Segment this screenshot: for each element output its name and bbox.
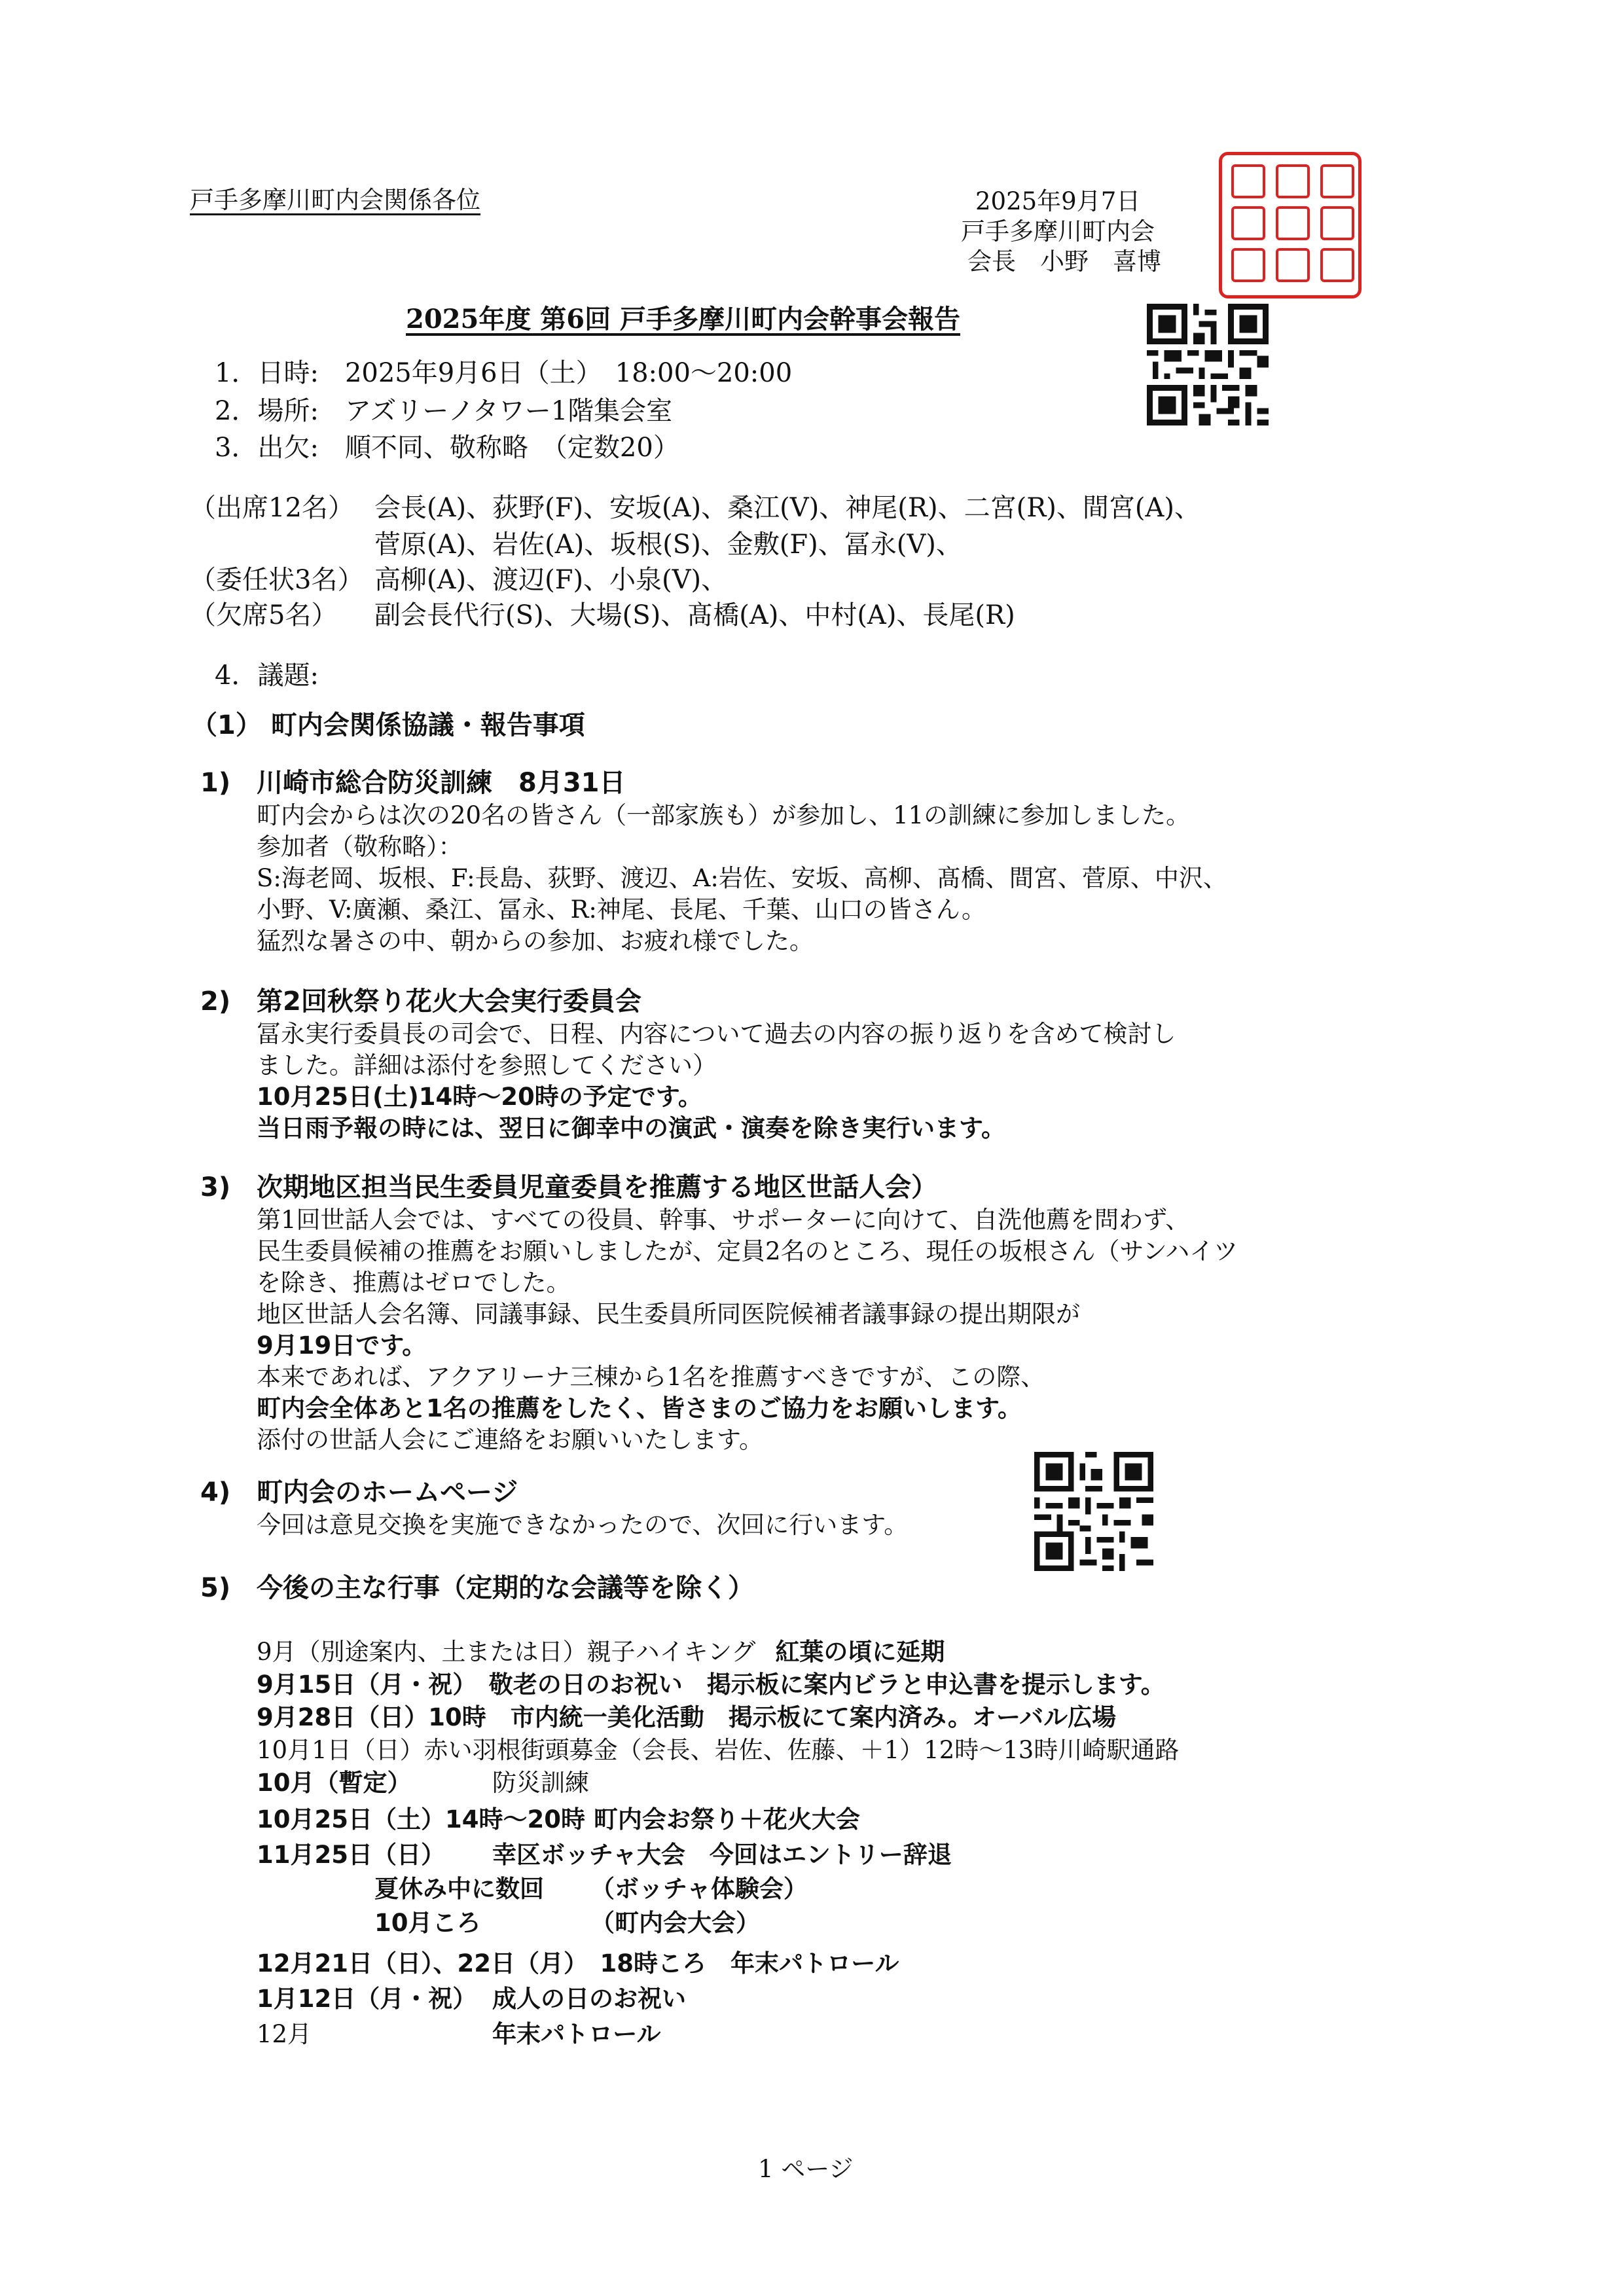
item-line: 9月19日です。 [257, 1331, 427, 1360]
item-body [257, 1204, 1238, 1456]
item-body [257, 1509, 908, 1541]
schedule-row: 12月 年末パトロール [257, 2020, 661, 2048]
item-line: 民生委員候補の推薦をお願いしましたが、定員2名のところ、現任の坂根さん（サンハイツ [257, 1237, 1238, 1265]
qr-code-icon [1034, 1452, 1153, 1571]
schedule-row: 9月15日（月・祝） 敬老の日のお祝い 掲示板に案内ビラと申込書を提示します。 [257, 1671, 1165, 1699]
agenda-label: 4．議題: [215, 660, 319, 691]
attendance-absent-list: 副会長代行(S)、大場(S)、髙橋(A)、中村(A)、長尾(R) [374, 600, 1015, 630]
attendance-present-list-2: 菅原(A)、岩佐(A)、坂根(S)、金敷(F)、冨永(V)、 [374, 530, 962, 560]
issue-date: 2025年9月7日 [975, 187, 1141, 215]
item-line: 猛烈な暑さの中、朝からの参加、お疲れ様でした。 [257, 927, 814, 955]
schedule-row: 11月25日（日） 幸区ボッチャ大会 今回はエントリー辞退 [257, 1841, 952, 1869]
meta-datetime: 1．日時: 2025年9月6日（土） 18:00～20:00 [215, 358, 793, 388]
item-title: 第2回秋祭り花火大会実行委員会 [257, 986, 641, 1017]
item-number: 4) [200, 1477, 231, 1508]
sender-org: 戸手多摩川町内会 [961, 217, 1155, 245]
attendance-present-list: 会長(A)、荻野(F)、安坂(A)、桑江(V)、神尾(R)、二宮(R)、間宮(A)、 [374, 493, 1201, 523]
item-line: 本来であれば、アクアリーナ三棟から1名を推薦すべきですが、この際、 [257, 1363, 1045, 1391]
schedule-row: 10月25日（土）14時～20時 町内会お祭り＋花火大会 [257, 1805, 860, 1834]
item-body [257, 1019, 1176, 1144]
item-line: 町内会からは次の20名の皆さん（一部家族も）が参加し、11の訓練に参加しました。 [257, 801, 1191, 829]
item-line: S:海老岡、坂根、F:長島、荻野、渡辺、A:岩佐、安坂、高柳、髙橋、間宮、菅原、中沢、 [257, 864, 1227, 892]
meta-attendance: 3．出欠: 順不同、敬称略 （定数20） [215, 433, 679, 463]
item-line: 今回は意見交換を実施できなかったので、次回に行います。 [257, 1511, 909, 1539]
item-line: 第1回世話人会では、すべての役員、幹事、サポーターに向けて、自洗他薦を問わず、 [257, 1206, 1190, 1234]
item-line: 参加者（敬称略）： [257, 833, 463, 861]
item-line: 添付の世話人会にご連絡をお願いいたします。 [257, 1426, 764, 1454]
addressee: 戸手多摩川町内会関係各位 [190, 186, 480, 214]
item-line: 10月25日(土)14時～20時の予定です。 [257, 1083, 702, 1111]
item-number: 1) [200, 768, 231, 798]
page-title: 2025年度 第6回 戸手多摩川町内会幹事会報告 [406, 304, 961, 334]
item-title: 今後の主な行事（定期的な会議等を除く） [257, 1573, 754, 1603]
item-title: 町内会のホームページ [257, 1477, 518, 1508]
item-line: 冨永実行委員長の司会で、日程、内容について過去の内容の振り返りを含めて検討し [257, 1020, 1176, 1048]
item-line: 当日雨予報の時には、翌日に御幸中の演武・演奏を除き実行います。 [257, 1114, 1006, 1142]
item-body [257, 800, 1227, 957]
qr-code-icon [1147, 304, 1269, 425]
attendance-proxy-label: （委任状3名） [190, 565, 364, 595]
item-line: ました。詳細は添付を参照してください） [257, 1051, 717, 1079]
item-number: 3) [200, 1172, 231, 1202]
attendance-absent-label: （欠席5名） [190, 600, 338, 630]
schedule-row: 12月21日（日）、22日（月） 18時ころ 年末パトロール [257, 1949, 899, 1978]
sender-name: 会長 小野 喜博 [967, 247, 1161, 276]
attendance-present-label: （出席12名） [190, 493, 354, 523]
item-line: を除き、推薦はゼロでした。 [257, 1269, 571, 1297]
item-title: 次期地区担当民生委員児童委員を推薦する地区世話人会） [257, 1172, 937, 1202]
item-number: 5) [200, 1573, 231, 1603]
item-title: 川崎市総合防災訓練 8月31日 [257, 768, 626, 798]
schedule-row: 1月12日（月・祝） 成人の日のお祝い [257, 1985, 686, 2013]
attendance-proxy-list: 高柳(A)、渡辺(F)、小泉(V)、 [374, 565, 728, 595]
schedule-row: 10月1日（日）赤い羽根街頭募金（会長、岩佐、佐藤、＋1）12時～13時川崎駅通路 [257, 1736, 1180, 1764]
schedule-row: 10月ころ （町内会大会） [374, 1909, 760, 1937]
schedule-row: 夏休み中に数回 （ボッチャ体験会） [374, 1875, 808, 1903]
item-line: 町内会全体あと1名の推薦をしたく、皆さまのご協力をお願いします。 [257, 1394, 1022, 1422]
page-number: 1 ページ [758, 2155, 854, 2183]
item-line: 小野、V:廣瀬、桑江、冨永、R:神尾、長尾、千葉、山口の皆さん。 [257, 895, 986, 924]
schedule-row: 9月（別途案内、土または日）親子ハイキング 紅葉の頃に延期 [257, 1638, 945, 1666]
section-heading: （1） 町内会関係協議・報告事項 [191, 710, 585, 740]
schedule-row: 10月（暫定） 防災訓練 [257, 1769, 589, 1797]
item-line: 地区世話人会名簿、同議事録、民生委員所同医院候補者議事録の提出期限が [257, 1300, 1080, 1328]
meta-place: 2．場所: アズリーノタワー1階集会室 [215, 396, 673, 426]
seal-stamp-icon [1219, 152, 1362, 298]
item-number: 2) [200, 986, 231, 1017]
schedule-row: 9月28日（日）10時 市内統一美化活動 掲示板にて案内済み。オーバル広場 [257, 1703, 1117, 1731]
